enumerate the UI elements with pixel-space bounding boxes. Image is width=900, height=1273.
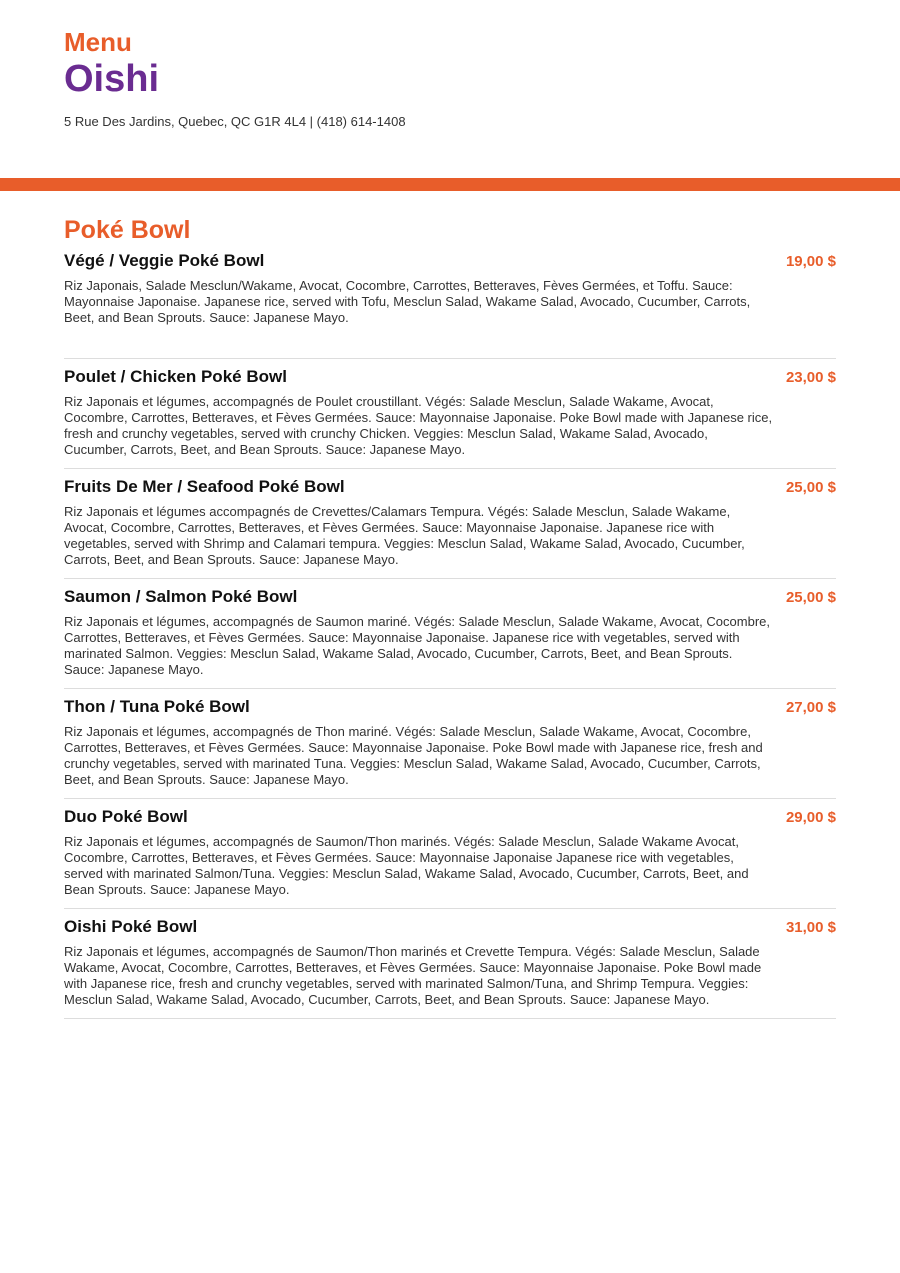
menu-item: [64, 806, 836, 909]
menu-label: Menu: [64, 27, 132, 57]
menu-item-name: Fruits De Mer / Seafood Poké Bowl: [64, 477, 345, 496]
menu-item-description: Riz Japonais et légumes accompagnés de Crevettes/Calamars Tempura. Végés: Salade Mesclun, Salade Wakame, Avocat, Cocombre, Carrottes, Betteraves, et Fèves Germées. Sauce: Mayonnaise Japonaise. Japanese rice with vegetables, served with Shrimp and Calamari tempura. Veggies: Mesclun Salad, Wakame Salad, Avocado, Cucumber, Carrots, Beet, and Bean Sprouts. Sauce: Japanese Mayo.: [64, 504, 745, 567]
menu-item-description: Riz Japonais et légumes, accompagnés de Poulet croustillant. Végés: Salade Mesclun, Salade Wakame, Avocat, Cocombre, Carrottes, Betteraves, et Fèves Germées. Sauce: Mayonnaise Japonaise. Poke Bowl made with Japanese rice, fresh and crunchy vegetables, served with crunchy Chicken. Veggies: Mesclun Salad, Wakame Salad, Avocado, Cucumber, Carrots, Beet, and Bean Sprouts. Sauce: Japanese Mayo.: [64, 394, 773, 457]
menu-item-description: Riz Japonais et légumes, accompagnés de Thon mariné. Végés: Salade Mesclun, Salade Wakame, Avocat, Cocombre, Carrottes, Betteraves, et Fèves Germées. Sauce: Mayonnaise Japonaise. Poke Bowl made with Japanese rice, fresh and crunchy vegetables, served with marinated Tuna. Veggies: Mesclun Salad, Wakame Salad, Avocado, Cucumber, Carrots, Beet, and Bean Sprouts. Sauce: Japanese Mayo.: [64, 724, 763, 787]
menu-item: [64, 366, 836, 469]
menu-item-price: 25,00 $: [785, 479, 836, 496]
restaurant-name: Oishi: [64, 58, 160, 100]
menu-item-price: 19,00 $: [785, 253, 836, 270]
menu-item: [64, 916, 836, 1019]
menu-item-name: Oishi Poké Bowl: [64, 917, 198, 936]
section-title: Poké Bowl: [64, 216, 191, 244]
menu-item-price: 25,00 $: [785, 589, 836, 606]
menu-item-price: 23,00 $: [785, 369, 836, 386]
menu-item-description: Riz Japonais et légumes, accompagnés de Saumon/Thon marinés. Végés: Salade Mesclun, Salade Wakame Avocat, Cocombre, Carrottes, Betteraves, et Fèves Germées. Sauce: Mayonnaise Japonaise Japanese rice with vegetables, served with marinated Salmon/Tuna. Veggies: Mesclun Salad, Wakame Salad, Avocado, Cucumber, Carrots, Beet, and Bean Sprouts. Sauce: Japanese Mayo.: [64, 834, 749, 897]
menu-item: [64, 250, 836, 359]
menu-item: [64, 696, 836, 799]
menu-item-name: Saumon / Salmon Poké Bowl: [64, 587, 298, 606]
menu-item-name: Poulet / Chicken Poké Bowl: [64, 367, 287, 386]
menu-item-description: Riz Japonais et légumes, accompagnés de Saumon/Thon marinés et Crevette Tempura. Végés: Salade Mesclun, Salade Wakame, Avocat, Cocombre, Carrottes, Betteraves, et Fèves Germées. Sauce: Mayonnaise Japonaise. Poke Bowl made with Japanese rice, fresh and crunchy vegetables, served with marinated Salmon/Tuna, and Shrimp Tempura. Veggies: Mesclun Salad, Wakame Salad, Avocado, Cucumber, Carrots, Beet, and Bean Sprouts. Sauce: Japanese Mayo.: [64, 944, 762, 1007]
menu-item-name: Duo Poké Bowl: [64, 807, 188, 826]
restaurant-address: 5 Rue Des Jardins, Quebec, QC G1R 4L4 | (418) 614-1408: [64, 114, 406, 129]
menu-item-description: Riz Japonais et légumes, accompagnés de Saumon mariné. Végés: Salade Mesclun, Salade Wakame, Avocat, Cocombre, Carrottes, Betteraves, et Fèves Germées. Sauce: Mayonnaise Japonaise. Japanese rice with vegetables, served with marinated Salmon. Veggies: Mesclun Salad, Wakame Salad, Avocado, Cucumber, Carrots, Beet, and Bean Sprouts. Sauce: Japanese Mayo.: [64, 614, 770, 677]
menu-item-description: Riz Japonais, Salade Mesclun/Wakame, Avocat, Cocombre, Carrottes, Betteraves, Fèves Germées, et Toffu. Sauce: Mayonnaise Japonaise. Japanese rice, served with Tofu, Mesclun Salad, Wakame Salad, Avocado, Cucumber, Carrots, Beet, and Bean Sprouts. Sauce: Japanese Mayo.: [64, 278, 751, 325]
menu-item-name: Thon / Tuna Poké Bowl: [64, 697, 250, 716]
menu-header: [64, 26, 844, 130]
accent-divider: [0, 178, 900, 191]
menu-item-name: Végé / Veggie Poké Bowl: [64, 251, 265, 270]
menu-item-price: 27,00 $: [785, 699, 836, 716]
menu-item: [64, 586, 836, 689]
menu-item: [64, 476, 836, 579]
poke-bowl-section: [64, 214, 836, 1026]
menu-item-price: 29,00 $: [785, 809, 836, 826]
menu-item-price: 31,00 $: [785, 919, 836, 936]
